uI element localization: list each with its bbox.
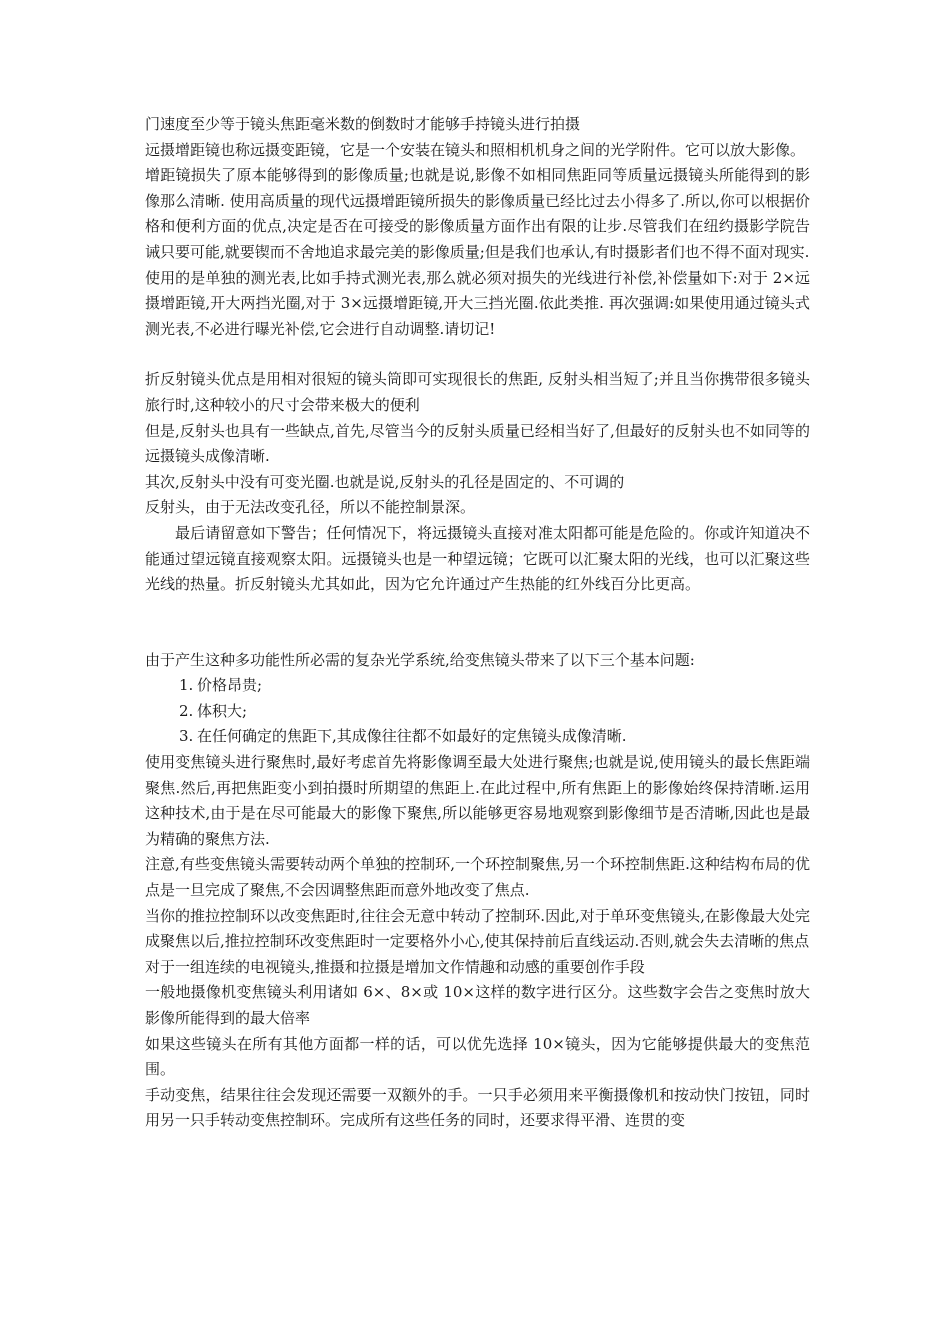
warning-paragraph: 最后请留意如下警告；任何情况下，将远摄镜头直接对准太阳都可能是危险的。你或许知道决不能通过望远镜直接观察太阳。远摄镜头也是一种望远镜；它既可以汇聚太阳的光线，也可以汇聚这些光线的热量。折反射镜头尤其如此，因为它允许通过产生热能的红外线百分比更高。 (145, 523, 810, 594)
blank-line (145, 342, 810, 367)
paragraph: 注意,有些变焦镜头需要转动两个单独的控制环,一个环控制聚焦,另一个环控制焦距.这种结构布局的优点是一旦完成了聚焦,不会因调整焦距而意外地改变了焦点. (145, 855, 810, 900)
list-number: 2. (179, 701, 194, 720)
list-text: 在任何确定的焦距下,其成像往往都不如最好的定焦镜头成像清晰. (197, 727, 627, 746)
paragraph: 其次,反射头中没有可变光圈.也就是说,反射头的孔径是固定的、不可调的 (145, 472, 625, 491)
list-number: 1. (179, 676, 194, 695)
paragraph: 一般地摄像机变焦镜头利用诸如 6×、8×或 10×这样的数字进行区分。这些数字会告之变焦时放大影像所能得到的最大倍率 (145, 983, 810, 1027)
list-item (145, 673, 810, 699)
paragraph: 使用的是单独的测光表,比如手持式测光表,那么就必须对损失的光线进行补偿,补偿量如下:对于 2×远摄增距镜,开大两挡光圈,对于 3×远摄增距镜,开大三挡光圈.依此类推. 再次强调:如果使用通过镜头式测光表,不必进行曝光补偿,它会进行自动调整.请切记! (145, 268, 810, 338)
list-item (145, 724, 810, 750)
paragraph: 使用变焦镜头进行聚焦时,最好考虑首先将影像调至最大处进行聚焦;也就是说,使用镜头的最长焦距端聚焦.然后,再把焦距变小到拍摄时所期望的焦距上.在此过程中,所有焦距上的影像始终保持清晰.运用这种技术,由于是在尽可能最大的影像下聚焦,所以能够更容易地观察到影像细节是否清晰,因此也是最为精确的聚焦方法. (145, 753, 810, 848)
list-number: 3. (179, 727, 194, 746)
paragraph: 反射头，由于无法改变孔径，所以不能控制景深。 (145, 498, 476, 517)
list-item (145, 699, 810, 725)
list-text: 体积大; (197, 701, 248, 720)
paragraph: 门速度至少等于镜头焦距毫米数的倒数时才能够手持镜头进行拍摄 (145, 115, 581, 133)
paragraph: 增距镜损失了原本能够得到的影像质量;也就是说,影像不如相同焦距同等质量远摄镜头所能得到的影像那么清晰. 使用高质量的现代远摄增距镜所损失的影像质量已经比过去小得多了.所以,你可以根据价格和便利方面的优点,决定是否在可接受的影像质量方面作出有限的让步.尽管我们在纽约摄影学院告诫只要可能,就要锲而不舍地追求最完美的影像质量;但是我们也承认,有时摄影者们也不得不面对现实. (145, 166, 810, 261)
list-text: 价格昂贵; (197, 676, 263, 695)
paragraph: 手动变焦，结果往往会发现还需要一双额外的手。一只手必须用来平衡摄像机和按动快门按钮，同时用另一只手转动变焦控制环。完成所有这些任务的同时，还要求得平滑、连贯的变 (145, 1085, 810, 1130)
paragraph: 如果这些镜头在所有其他方面都一样的话，可以优先选择 10×镜头，因为它能够提供最大的变焦范围。 (145, 1034, 810, 1079)
problem-list (145, 673, 810, 750)
document-page (145, 112, 810, 1134)
paragraph: 但是,反射头也具有一些缺点,首先,尽管当今的反射头质量已经相当好了,但最好的反射头也不如同等的远摄镜头成像清晰. (145, 421, 810, 466)
blank-line (145, 598, 810, 648)
paragraph: 当你的推拉控制环以改变焦距时,往往会无意中转动了控制环.因此,对于单环变焦镜头,在影像最大处完成聚焦以后,推拉控制环改变焦距时一定要格外小心,使其保持前后直线运动.否则,就会失去清晰的焦点 (145, 906, 810, 951)
paragraph: 对于一组连续的电视镜头,推摄和拉摄是增加文作情趣和动感的重要创作手段 (145, 957, 645, 976)
paragraph: 远摄增距镜也称远摄变距镜，它是一个安装在镜头和照相机机身之间的光学附件。它可以放大影像。 (145, 140, 806, 159)
paragraph: 折反射镜头优点是用相对很短的镜头筒即可实现很长的焦距, 反射头相当短了;并且当你携带很多镜头旅行时,这种较小的尺寸会带来极大的便利 (145, 370, 810, 414)
zoom-intro: 由于产生这种多功能性所必需的复杂光学系统,给变焦镜头带来了以下三个基本问题: (145, 650, 695, 669)
